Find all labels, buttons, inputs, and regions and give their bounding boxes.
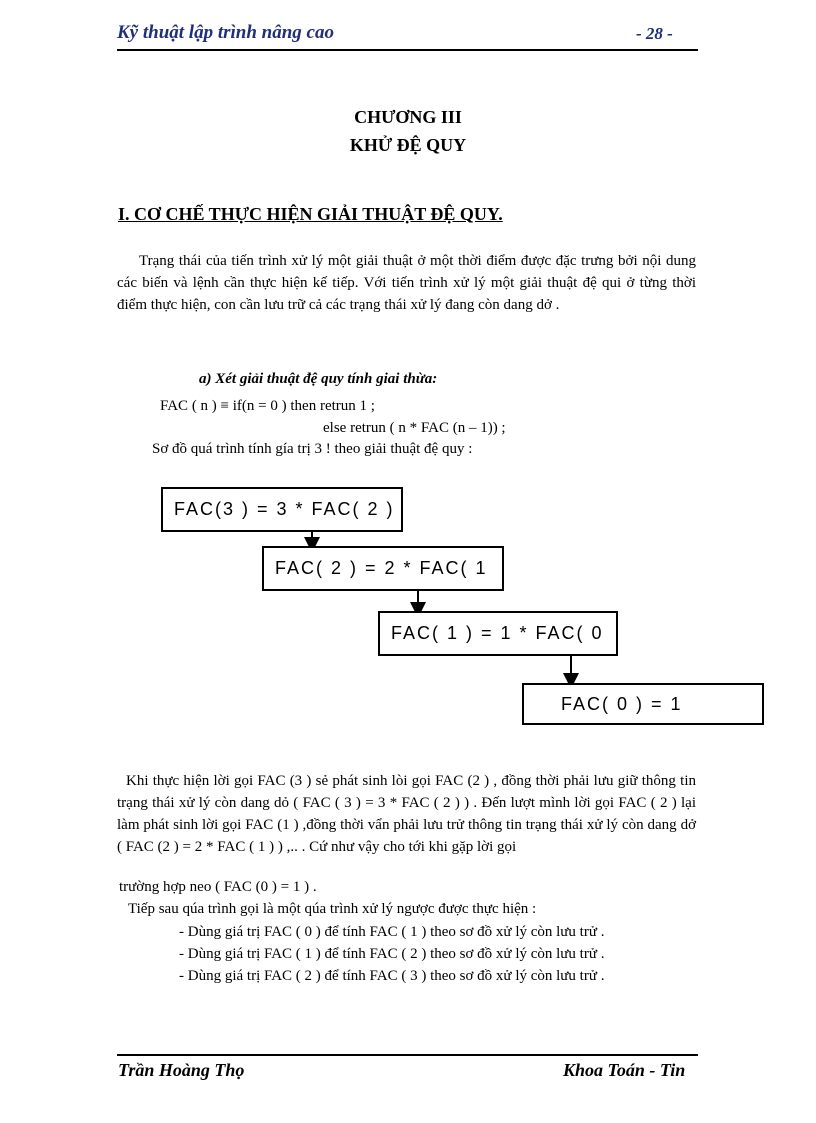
section-title: I. CƠ CHẾ THỰC HIỆN GIẢI THUẬT ĐỆ QUY. — [118, 204, 503, 224]
explanation-paragraph: Khi thực hiện lời gọi FAC (3 ) sẻ phát sinh lòi gọi FAC (2 ) , đồng thời phải lưu giữ thông tin trạng thái xử lý còn dang dỏ ( FAC ( 3 ) = 3 * FAC ( 2 ) ) . Đến lượt mình lời gọi FAC ( 2 ) lại làm phát sinh lời gọi FAC (1 ) ,đồng thời vẩn phải lưu trử thông tin trạng thái xử lý còn dang dở ( FAC (2 ) = 2 * FAC ( 1 ) ) ,.. . Cứ như vậy cho tới khi gặp lời gọi — [117, 773, 696, 855]
chapter-title: KHỬ ĐỆ QUY — [349, 135, 467, 155]
diagram-caption: Sơ đồ quá trình tính gía trị 3 ! theo giải thuật đệ quy : — [152, 441, 473, 457]
base-case-line: trường hợp neo ( FAC (0 ) = 1 ) . — [119, 879, 317, 895]
header-title: Kỹ thuật lập trình nâng cao — [117, 22, 334, 43]
footer-rule — [117, 1054, 698, 1056]
footer-author: Trần Hoàng Thọ — [118, 1060, 245, 1080]
followup-line: Tiếp sau qúa trình gọi là một qúa trình xử lý ngược được thực hiện : — [128, 901, 537, 917]
example-heading: a) Xét giải thuật đệ quy tính giai thừa: — [199, 371, 438, 387]
chapter-number: CHƯƠNG III — [354, 107, 462, 127]
diagram-box-fac2: FAC( 2 ) = 2 * FAC( 1 — [262, 546, 504, 591]
footer-department: Khoa Toán - Tin — [563, 1060, 686, 1080]
diagram-box-fac3: FAC(3 ) = 3 * FAC( 2 ) — [161, 487, 403, 532]
diagram-box-fac1: FAC( 1 ) = 1 * FAC( 0 — [378, 611, 618, 656]
code-line-2: else retrun ( n * FAC (n – 1)) ; — [323, 420, 506, 436]
bullet-item: - Dùng giá trị FAC ( 2 ) để tính FAC ( 3 ) theo sơ đồ xử lý còn lưu trử . — [179, 968, 605, 984]
diagram-box-fac0: FAC( 0 ) = 1 — [522, 683, 764, 725]
intro-paragraph: Trạng thái của tiến trình xử lý một giải thuật ở một thời điểm được đặc trưng bởi nội dung các biến và lệnh cần thực hiện kế tiếp. Với tiến trình xử lý một giải thuật đệ qui ở từng thời điểm thực hiện, con cần lưu trữ cả các trạng thái xử lý đang còn dang dở . — [117, 253, 696, 313]
bullet-item: - Dùng giá trị FAC ( 0 ) để tính FAC ( 1 ) theo sơ đồ xử lý còn lưu trử . — [179, 924, 605, 940]
page-number: - 28 - — [636, 24, 673, 43]
code-line-1: FAC ( n ) ≡ if(n = 0 ) then retrun 1 ; — [160, 398, 375, 414]
bullet-item: - Dùng giá trị FAC ( 1 ) để tính FAC ( 2 ) theo sơ đồ xử lý còn lưu trử . — [179, 946, 605, 962]
